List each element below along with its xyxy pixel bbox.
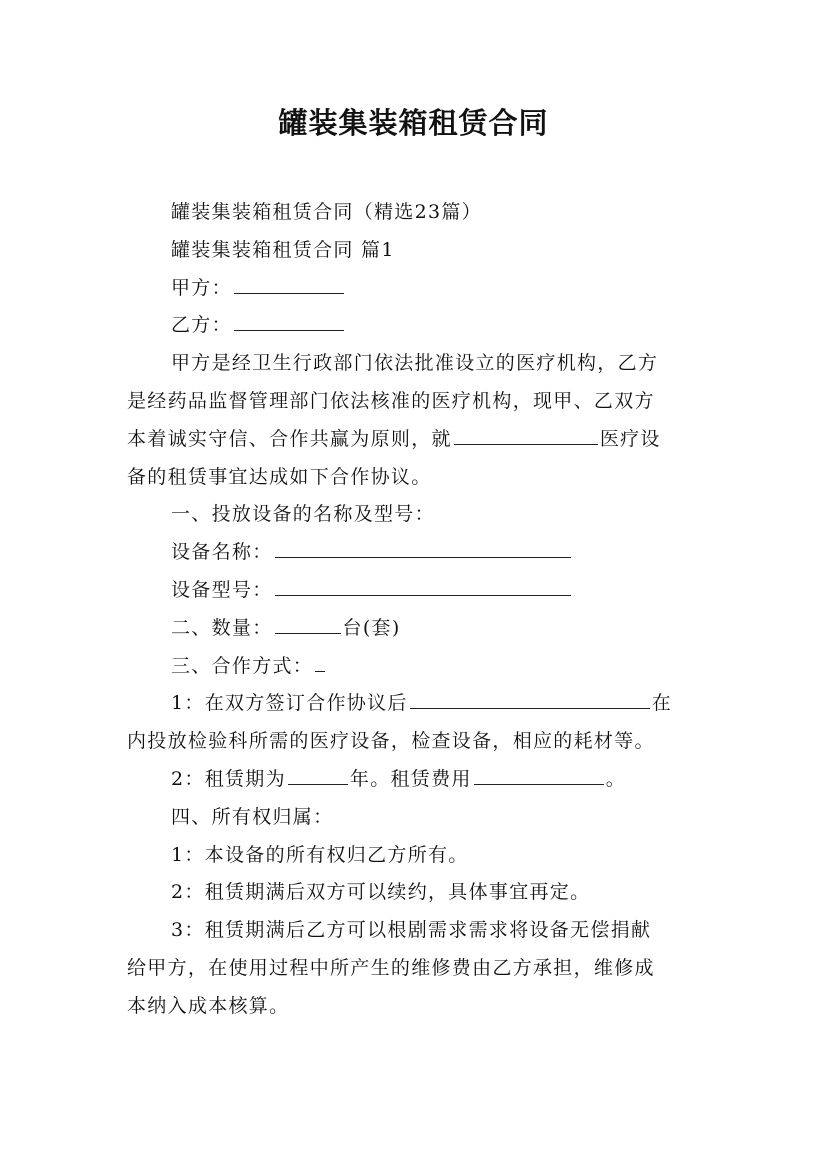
intro-line-3-end: 医疗设 bbox=[599, 427, 661, 450]
coop-method-label: 三、合作方式： bbox=[171, 654, 314, 677]
quantity-line bbox=[127, 610, 727, 648]
party-a-line bbox=[127, 270, 727, 308]
intro-blank bbox=[454, 443, 598, 445]
party-b-line bbox=[127, 307, 727, 345]
item-1-line bbox=[127, 685, 727, 723]
party-b-blank bbox=[234, 329, 344, 331]
document-body bbox=[127, 194, 727, 1026]
item-1-start: 1：在双方签订合作协议后 bbox=[171, 692, 408, 715]
quantity-unit: 台(套) bbox=[342, 616, 401, 639]
party-a-blank bbox=[234, 292, 344, 294]
section-heading: 罐装集装箱租赁合同 篇1 bbox=[171, 238, 395, 261]
intro-line-3 bbox=[127, 421, 727, 459]
ownership-3-line-3: 本纳入成本核算。 bbox=[127, 994, 290, 1017]
quantity-blank bbox=[275, 632, 341, 634]
ownership-3-line-2: 给甲方，在使用过程中所产生的维修费由乙方承担，维修成 bbox=[127, 956, 655, 979]
device-name-label: 设备名称： bbox=[171, 541, 273, 564]
ownership-3-line-1: 3：租赁期满后乙方可以根剧需求需求将设备无偿捐献 bbox=[171, 919, 652, 942]
lease-term-blank bbox=[288, 783, 348, 785]
intro-line-3-start: 本着诚实守信、合作共赢为原则，就 bbox=[127, 427, 452, 450]
lease-fee-blank bbox=[474, 783, 604, 785]
clause-4-heading: 四、所有权归属： bbox=[171, 805, 334, 828]
item-1-blank bbox=[410, 707, 650, 709]
document-title: 罐装集装箱租赁合同 bbox=[278, 106, 549, 140]
quantity-label: 二、数量： bbox=[171, 616, 273, 639]
item-2-end: 。 bbox=[605, 767, 627, 790]
intro-line-1: 甲方是经卫生行政部门依法批准设立的医疗机构，乙方 bbox=[171, 352, 659, 375]
item-1-cont: 内投放检验科所需的医疗设备，检查设备，相应的耗材等。 bbox=[127, 730, 655, 753]
item-2-start: 2：租赁期为 bbox=[171, 767, 286, 790]
party-b-label: 乙方： bbox=[171, 314, 232, 337]
subtitle: 罐装集装箱租赁合同（精选23篇） bbox=[171, 201, 482, 223]
device-name-blank bbox=[275, 556, 571, 558]
intro-line-4: 备的租赁事宜达成如下合作协议。 bbox=[127, 465, 432, 488]
item-2-line bbox=[127, 761, 727, 799]
device-model-line bbox=[127, 572, 727, 610]
device-model-blank bbox=[275, 594, 571, 596]
device-name-line bbox=[127, 534, 727, 572]
item-1-end: 在 bbox=[651, 692, 673, 715]
device-model-label: 设备型号： bbox=[171, 578, 273, 601]
clause-1-heading: 一、投放设备的名称及型号： bbox=[171, 503, 435, 526]
coop-method-blank bbox=[315, 670, 325, 672]
coop-method-line bbox=[127, 648, 727, 686]
intro-line-2: 是经药品监督管理部门依法核准的医疗机构，现甲、乙双方 bbox=[127, 389, 655, 412]
ownership-1: 1：本设备的所有权归乙方所有。 bbox=[171, 843, 469, 866]
item-2-mid: 年。租赁费用 bbox=[349, 767, 472, 790]
party-a-label: 甲方： bbox=[171, 276, 232, 299]
ownership-2: 2：租赁期满后双方可以续约，具体事宜再定。 bbox=[171, 881, 591, 904]
